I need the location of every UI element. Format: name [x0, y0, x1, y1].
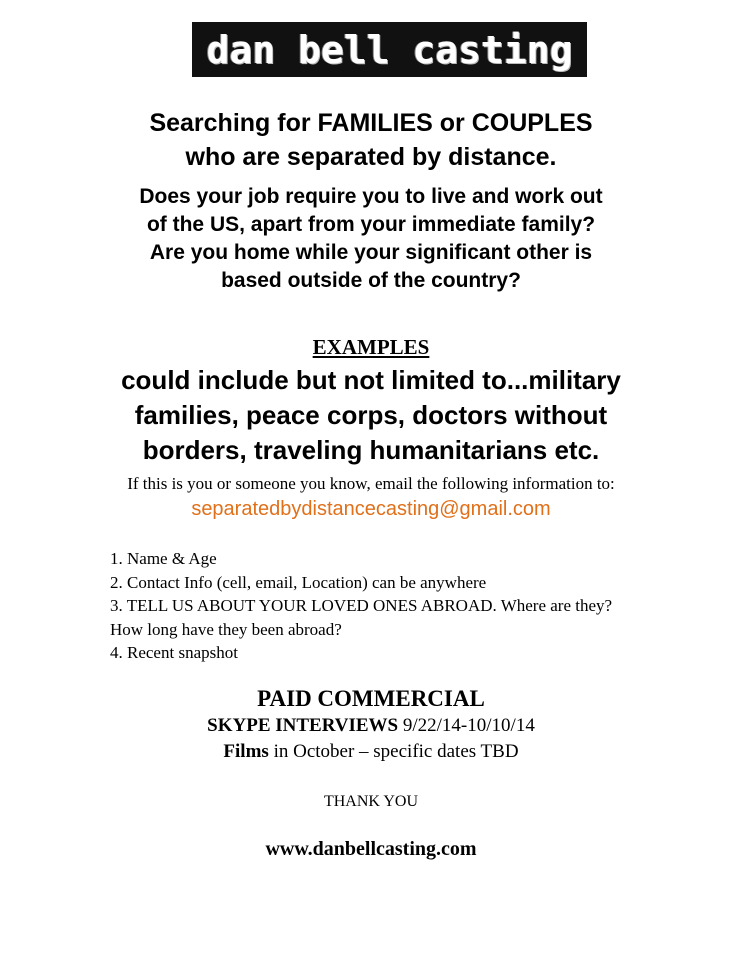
paid-commercial-heading: PAID COMMERCIAL [257, 686, 485, 711]
requirements-list [110, 547, 720, 665]
examples-heading: EXAMPLES [312, 335, 430, 359]
contact-email-link[interactable]: separatedbydistancecasting@gmail.com [191, 498, 551, 520]
films-line [0, 739, 742, 764]
requirement-item-name-age: 1. Name & Age [110, 549, 217, 568]
questions-line-4: based outside of the country? [221, 269, 521, 292]
films-label: Films [223, 741, 269, 762]
requirement-item-loved-ones: 3. TELL US ABOUT YOUR LOVED ONES ABROAD. Where are they? [110, 596, 613, 615]
skype-interviews-label: SKYPE INTERVIEWS [207, 715, 399, 736]
questions-paragraph [0, 183, 742, 295]
questions-line-2: of the US, apart from your immediate family? [146, 213, 596, 236]
questions-line-1: Does your job require you to live and work out [139, 185, 603, 208]
website-link[interactable]: www.danbellcasting.com [265, 838, 477, 860]
logo-text: dan bell casting [206, 27, 573, 72]
requirement-item-loved-ones-continued: How long have they been abroad? [110, 619, 342, 639]
headline-line-2: who are separated by distance. [185, 143, 557, 171]
examples-line-3: borders, traveling humanitarians etc. [142, 435, 600, 465]
examples-line-2: families, peace corps, doctors without [134, 400, 608, 430]
questions-line-3: Are you home while your significant other is [149, 241, 593, 264]
films-text: in October – specific dates TBD [268, 741, 519, 762]
thank-you-text: THANK YOU [323, 793, 419, 810]
requirement-item-contact-info: 2. Contact Info (cell, email, Location) can be anywhere [110, 572, 487, 592]
logo [192, 22, 587, 77]
headline [0, 106, 742, 174]
examples-line-1: could include but not limited to...military [121, 365, 621, 395]
headline-line-1: Searching for FAMILIES or COUPLES [149, 109, 593, 137]
skype-interviews-dates: 9/22/14-10/10/14 [398, 715, 535, 736]
examples-paragraph [0, 363, 742, 468]
requirement-item-snapshot: 4. Recent snapshot [110, 643, 238, 662]
skype-interviews-line [0, 713, 742, 738]
contact-intro: If this is you or someone you know, email the following information to: [127, 474, 615, 493]
